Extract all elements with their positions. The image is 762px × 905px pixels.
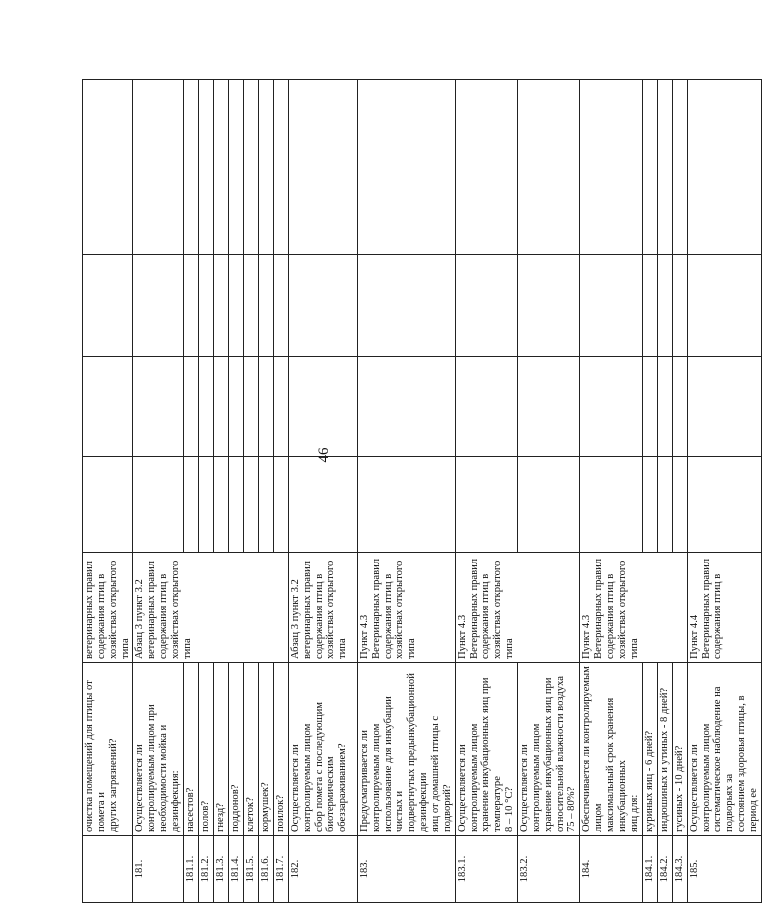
table-row bbox=[228, 80, 243, 903]
table-row bbox=[687, 80, 761, 903]
row-number: 183.1. bbox=[455, 836, 517, 903]
table-row bbox=[288, 80, 357, 903]
answer-cell bbox=[133, 357, 183, 457]
row-number: 184.1. bbox=[642, 836, 657, 903]
row-question: поддонов? bbox=[228, 663, 243, 836]
answer-cell bbox=[243, 457, 258, 553]
answer-cell bbox=[642, 80, 657, 255]
row-number: 185. bbox=[687, 836, 761, 903]
answer-cell bbox=[258, 357, 273, 457]
answer-cell bbox=[258, 457, 273, 553]
answer-cell bbox=[83, 457, 133, 553]
answer-cell bbox=[518, 457, 580, 553]
row-question: поилок? bbox=[273, 663, 288, 836]
row-question: клеток? bbox=[243, 663, 258, 836]
table-row bbox=[243, 80, 258, 903]
row-question: Обеспечивается ли контролируемым лицом максимальный срок хранения инкубационных яиц для: bbox=[580, 663, 642, 836]
answer-cell bbox=[455, 255, 517, 357]
table-row bbox=[518, 80, 580, 903]
row-question: Осуществляется ли контролируемым лицом хранение инкубационных яиц при температуре 8 – 10 °С? bbox=[455, 663, 517, 836]
row-question: Осуществляется ли контролируемым лицом при необходимости мойка и дезинфекция: bbox=[133, 663, 183, 836]
table-row bbox=[83, 80, 133, 903]
answer-cell bbox=[288, 255, 357, 357]
row-number: 181.7. bbox=[273, 836, 288, 903]
table-row bbox=[580, 80, 642, 903]
table-row bbox=[455, 80, 517, 903]
answer-cell bbox=[198, 80, 213, 255]
answer-cell bbox=[133, 80, 183, 255]
answer-cell bbox=[133, 255, 183, 357]
answer-cell bbox=[642, 255, 657, 357]
row-question: полов? bbox=[198, 663, 213, 836]
row-number: 181.3. bbox=[213, 836, 228, 903]
row-number: 184.2. bbox=[657, 836, 672, 903]
row-number: 184.3. bbox=[672, 836, 687, 903]
answer-cell bbox=[672, 457, 687, 553]
answer-cell bbox=[133, 457, 183, 553]
answer-cell bbox=[687, 255, 761, 357]
row-number: 181.5. bbox=[243, 836, 258, 903]
table-row bbox=[273, 80, 288, 903]
answer-cell bbox=[288, 357, 357, 457]
rotated-table-container bbox=[82, 80, 759, 903]
answer-cell bbox=[228, 80, 243, 255]
table-row bbox=[258, 80, 273, 903]
answer-cell bbox=[518, 357, 580, 457]
page-number: 46 bbox=[316, 447, 332, 463]
row-question: Предусматривается ли контролируемым лицом использование для инкубации чистых и подвергнутых предынкубационной дезинфекции яиц от домашней птицы с подворий? bbox=[357, 663, 455, 836]
table-row bbox=[357, 80, 455, 903]
answer-cell bbox=[273, 255, 288, 357]
row-reference: Пункт 4.3 Ветеринарных правил содержания птиц в хозяйствах открытого типа bbox=[357, 553, 455, 663]
answer-cell bbox=[213, 357, 228, 457]
answer-cell bbox=[357, 255, 455, 357]
answer-cell bbox=[687, 80, 761, 255]
row-question: гнезд? bbox=[213, 663, 228, 836]
answer-cell bbox=[243, 357, 258, 457]
row-reference: Пункт 4.3 Ветеринарных правил содержания птиц в хозяйствах открытого типа bbox=[455, 553, 580, 663]
row-question: Осуществляется ли контролируемым лицом систематическое наблюдение на подворьях за состоянием здоровья птицы, в период ее bbox=[687, 663, 761, 836]
answer-cell bbox=[455, 80, 517, 255]
answer-cell bbox=[228, 357, 243, 457]
row-question: гусиных - 10 дней? bbox=[672, 663, 687, 836]
table-row bbox=[672, 80, 687, 903]
row-question: насестов? bbox=[183, 663, 198, 836]
table-row bbox=[642, 80, 657, 903]
row-question: Осуществляется ли контролируемым лицом хранение инкубационных яиц при относительной влажности воздуха 75 – 80%? bbox=[518, 663, 580, 836]
answer-cell bbox=[273, 357, 288, 457]
answer-cell bbox=[228, 457, 243, 553]
checklist-table bbox=[82, 79, 762, 903]
answer-cell bbox=[657, 80, 672, 255]
row-question: очистка помещений для птицы от помета и других загрязнений? bbox=[83, 663, 133, 836]
table-row bbox=[657, 80, 672, 903]
answer-cell bbox=[518, 255, 580, 357]
answer-cell bbox=[455, 457, 517, 553]
answer-cell bbox=[672, 80, 687, 255]
row-question: индюшиных и утиных - 8 дней? bbox=[657, 663, 672, 836]
answer-cell bbox=[258, 255, 273, 357]
answer-cell bbox=[213, 457, 228, 553]
answer-cell bbox=[357, 457, 455, 553]
row-question: кормушек? bbox=[258, 663, 273, 836]
table-row bbox=[198, 80, 213, 903]
answer-cell bbox=[83, 80, 133, 255]
answer-cell bbox=[183, 255, 198, 357]
row-reference: Пункт 4.4 Ветеринарных правил содержания птиц в bbox=[687, 553, 761, 663]
row-reference: Абзац 3 пункт 3.2 ветеринарных правил содержания птиц в хозяйствах открытого типа bbox=[133, 553, 288, 663]
answer-cell bbox=[672, 255, 687, 357]
answer-cell bbox=[657, 457, 672, 553]
answer-cell bbox=[258, 80, 273, 255]
answer-cell bbox=[273, 80, 288, 255]
answer-cell bbox=[357, 80, 455, 255]
answer-cell bbox=[580, 357, 642, 457]
answer-cell bbox=[243, 80, 258, 255]
row-number bbox=[83, 836, 133, 903]
answer-cell bbox=[198, 457, 213, 553]
row-number: 184. bbox=[580, 836, 642, 903]
answer-cell bbox=[357, 357, 455, 457]
row-number: 182. bbox=[288, 836, 357, 903]
answer-cell bbox=[580, 80, 642, 255]
answer-cell bbox=[198, 357, 213, 457]
row-question: Осуществляется ли контролируемым лицом сбор помета с последующим биотермическим обеззараживанием? bbox=[288, 663, 357, 836]
table-row bbox=[213, 80, 228, 903]
row-reference: Пункт 4.3 Ветеринарных правил содержания птиц в хозяйствах открытого типа bbox=[580, 553, 687, 663]
row-number: 181. bbox=[133, 836, 183, 903]
answer-cell bbox=[580, 457, 642, 553]
answer-cell bbox=[183, 80, 198, 255]
table-row bbox=[183, 80, 198, 903]
row-number: 181.2. bbox=[198, 836, 213, 903]
answer-cell bbox=[288, 457, 357, 553]
row-number: 181.4. bbox=[228, 836, 243, 903]
answer-cell bbox=[687, 357, 761, 457]
row-reference: ветеринарных правил содержания птиц в хозяйствах открытого типа bbox=[83, 553, 133, 663]
row-question: куриных яиц - 6 дней? bbox=[642, 663, 657, 836]
table-row bbox=[133, 80, 183, 903]
answer-cell bbox=[213, 255, 228, 357]
answer-cell bbox=[288, 80, 357, 255]
answer-cell bbox=[213, 80, 228, 255]
answer-cell bbox=[273, 457, 288, 553]
answer-cell bbox=[672, 357, 687, 457]
answer-cell bbox=[642, 357, 657, 457]
answer-cell bbox=[580, 255, 642, 357]
answer-cell bbox=[228, 255, 243, 357]
answer-cell bbox=[83, 255, 133, 357]
answer-cell bbox=[198, 255, 213, 357]
answer-cell bbox=[455, 357, 517, 457]
answer-cell bbox=[243, 255, 258, 357]
row-number: 183.2. bbox=[518, 836, 580, 903]
answer-cell bbox=[183, 457, 198, 553]
answer-cell bbox=[642, 457, 657, 553]
row-number: 181.6. bbox=[258, 836, 273, 903]
answer-cell bbox=[657, 357, 672, 457]
answer-cell bbox=[518, 80, 580, 255]
answer-cell bbox=[183, 357, 198, 457]
answer-cell bbox=[687, 457, 761, 553]
row-number: 183. bbox=[357, 836, 455, 903]
answer-cell bbox=[83, 357, 133, 457]
row-reference: Абзац 3 пункт 3.2 ветеринарных правил содержания птиц в хозяйствах открытого типа bbox=[288, 553, 357, 663]
answer-cell bbox=[657, 255, 672, 357]
row-number: 181.1. bbox=[183, 836, 198, 903]
